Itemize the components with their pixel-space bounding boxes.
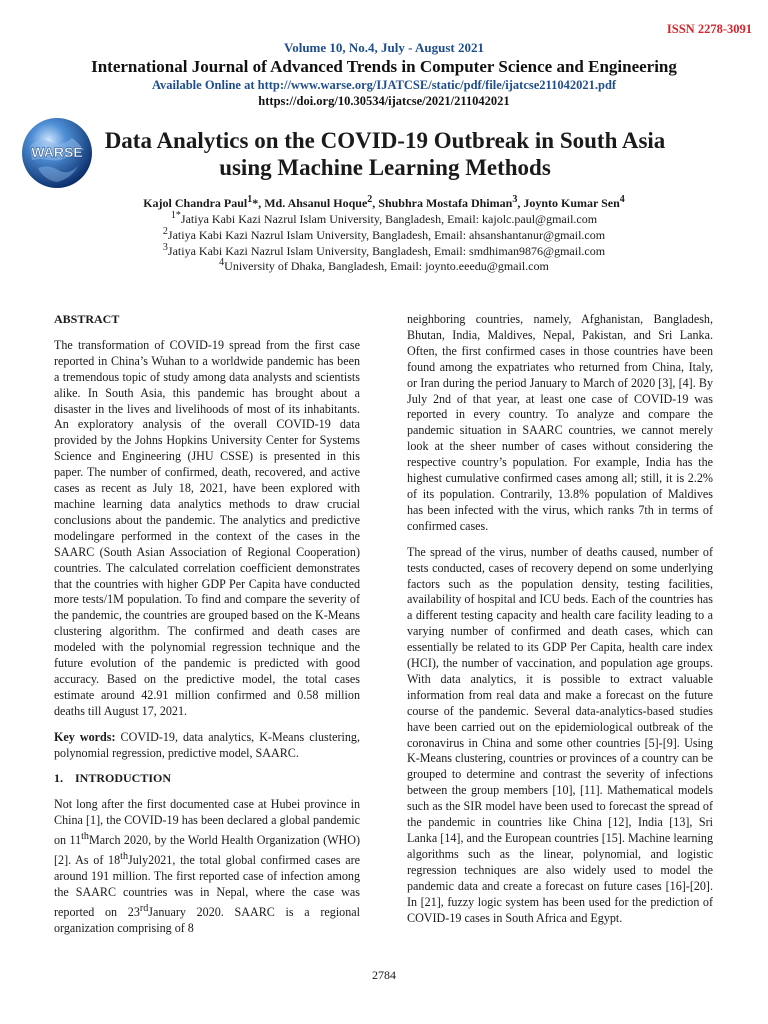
author-name: Md. Ahsanul Hoque (264, 196, 368, 210)
title-line-1: Data Analytics on the COVID-19 Outbreak in South Asia (104, 128, 666, 153)
author-mark: *, (252, 196, 265, 210)
doi-link[interactable]: https://doi.org/10.30534/ijatcse/2021/211042021 (258, 94, 510, 108)
page-number: 2784 (372, 968, 396, 982)
journal-title: International Journal of Advanced Trends in Computer Science and Engineering (91, 57, 677, 76)
abstract-text: The transformation of COVID-19 spread from the first case reported in China’s Wuhan to a worldwide pandemic has been a tremendous topic of study among data analysts and scientists alike. In South Asia, this pandemic has brought about a disaster in the lives and livelihoods of most of its inhabitants. An exploratory analysis of the overall COVID-19 data provided by the Johns Hopkins University Center for Systems Science and Engineering (JHU CSSE) is presented in this paper. The number of confirmed, death, recovered, and active cases as recent as July 18, 2021, have been explored with machine learning data analytics methods to draw crucial conclusions about the pandemic. The analytics and predictive modelingare performed in the context of the cases in the SAARC (South Asian Association of Regional Cooperation) countries. The calculated correlation coefficient demonstrates that the countries with higher GDP Per Capita have conducted more tests/1M population. To find and compare the severity of the pandemic, the countries are grouped based on the K-Means clustering algorithm. The confirmed and death cases are modeled with the polynomial regression technique and the future evolution of the pandemic is predicted with good accuracy. Based on the predictive model, the total cases estimate around 42.91 million confirmed and 0.58 million deaths till August 17, 2021. (54, 337, 360, 718)
title-line-2: using Machine Learning Methods (219, 155, 551, 180)
author-name: Joynto Kumar Sen (523, 196, 620, 210)
affiliation-2: $^2$Jatiya Kabi Kazi Nazrul Islam University, Bangladesh, Email: ahsanshantanur@gmail.com (162, 226, 606, 242)
introduction-heading: 1. INTRODUCTION (54, 771, 172, 786)
author-name: Kajol Chandra Paul (143, 196, 248, 210)
intro-paragraph-3: The spread of the virus, number of deaths caused, number of tests conducted, cases of recovery depend on some underlying factors such as the population density, testing facilities, availability of hospital and ICU beds. Each of the countries has a different testing capacity and health care facility leading to a varying number of confirmed and death cases, which can essentially be related to its GDP Per Capita, health care index (HCI), the number of vaccination, and population age groups. With data analytics, it is possible to extract valuable information from real data and make a forecast on the future course of the pandemic. Several data-analytics-based studies have been carried out on the epidemiological outbreak of the coronavirus in China and some other countries [5]-[9]. Using K-Means clustering, countries or provinces of a country can be grouped to determine and contrast the severity of infections between the group members [10], [11]. Mathematical models such as the SIR model have been used to forecast the spread of the pandemic in countries like China [12], India [13], Sri Lanka [14], and the European countries [15]. Machine learning algorithms such as the linear, polynomial, and logistic regression techniques are also widely used to model the pandemic data and create a forecast on future cases [16]-[20]. In [21], fuzzy logic system has been used for the prediction of COVID-19 cases in South Africa and Egypt. (407, 544, 713, 925)
intro-paragraph-2: neighboring countries, namely, Afghanistan, Bangladesh, Bhutan, India, Maldives, Nepal, Pakistan, and Sri Lanka. Often, the first confirmed cases in those countries have been found among the expatriates who returned from China, Italy, or Iran during the period January to March of 2020 [3], [4]. By July 2nd of that year, at least one case of COVID-19 was reported in every country. To analyze and compare the pandemic situation in SAARC countries, we cannot merely look at the sheer number of cases without considering the respective country’s population. For example, India has the highest cumulative confirmed cases among all; still, it is 2.2% of its population. Contrarily, 13.8% population of Maldives has been infected with the virus, which ranks 7th in terms of confirmed cases. (407, 312, 713, 533)
volume-line: Volume 10, No.4, July - August 2021 (284, 40, 484, 55)
available-online-link[interactable]: Available Online at http://www.warse.org/IJATCSE/static/pdf/file/ijatcse211042021.pdf (151, 78, 617, 92)
author-sup: 2 (367, 194, 373, 205)
author-sep: , (372, 196, 379, 210)
right-column (407, 312, 713, 926)
issn-label: ISSN 2278-3091 (666, 22, 752, 36)
author-sup: 4 (619, 194, 625, 205)
affiliation-4: $^4$University of Dhaka, Bangladesh, Email: joynto.eeedu@gmail.com (219, 257, 549, 273)
keywords-text: COVID-19, data analytics, K-Means clustering, polynomial regression, predictive model, SAARC. (54, 729, 360, 760)
author-name: Shubhra Mostafa Dhiman (378, 196, 513, 210)
abstract-heading: ABSTRACT (54, 312, 120, 326)
keywords (54, 730, 360, 762)
left-column (54, 312, 360, 937)
author-sup: 1 (247, 194, 253, 205)
paper-title (100, 127, 670, 181)
affiliation-3: $^3$Jatiya Kabi Kazi Nazrul Islam University, Bangladesh, Email: smdhiman9876@gmail.com (162, 242, 606, 258)
keywords-label: Key words: (54, 729, 116, 744)
intro-paragraph-1: Not long after the first documented case at Hubei province in China [1], the COVID-19 has been declared a global pandemic on 11thMarch 2020, by the World Health Organization (WHO) [2]. As of 18thJuly2021, the total global confirmed cases are around 191 million. The first reported case of infection among the SAARC countries was in Nepal, where the case was reported on 23rdJanuary 2020. SAARC is a regional organization comprising of 8 (54, 797, 361, 935)
author-sep: , (517, 196, 524, 210)
warse-logo (20, 116, 94, 190)
affiliation-1: $^{1*}$Jatiya Kabi Kazi Nazrul Islam University, Bangladesh, Email: kajolc.paul@gmail.com (170, 210, 598, 226)
author-list (0, 194, 768, 211)
logo-text: WARSE (31, 144, 83, 160)
author-sup: 3 (512, 194, 518, 205)
